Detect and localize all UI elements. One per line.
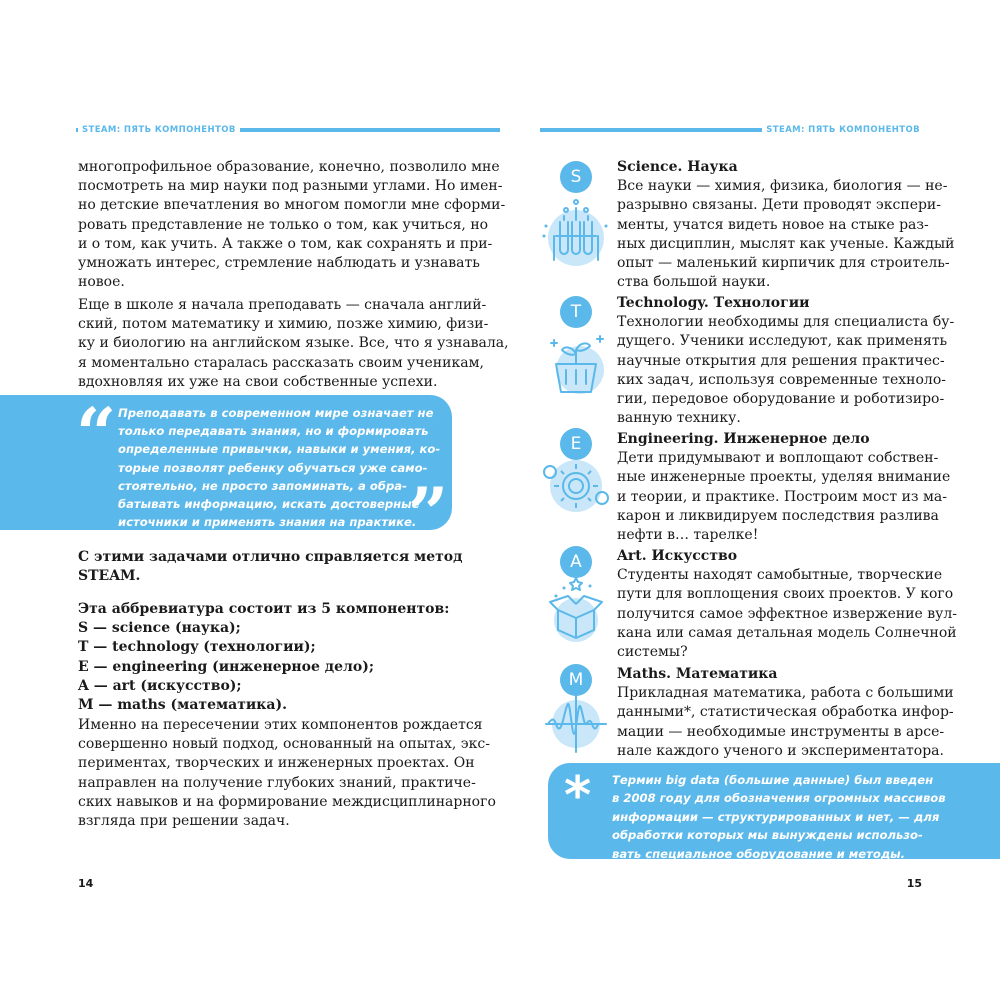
text-line: новое.	[78, 274, 125, 291]
quote-text	[118, 404, 441, 531]
text-line: пути для воплощения своих проектов. У кого	[617, 586, 954, 603]
footnote-text	[612, 771, 946, 863]
paragraph-2	[78, 296, 509, 392]
text-line: карон и ликвидируем последствия разлива	[617, 507, 939, 524]
quote-line: батывать информацию, искать достоверные	[118, 497, 420, 512]
component-science	[617, 158, 955, 292]
list-heading: Эта аббревиатура состоит из 5 компонентов:	[78, 601, 450, 617]
footnote-line: вать специальное оборудование и методы.	[612, 846, 906, 861]
quote-line: только передавать знания, но и формировать	[118, 424, 429, 439]
component-art	[617, 547, 958, 662]
test-tubes-icon	[536, 196, 616, 266]
footnote-line: информации — структурированных и нет, — для	[612, 809, 940, 824]
letter-a-badge: A	[560, 546, 592, 578]
steam-intro	[78, 548, 463, 586]
text-line: ких задач, используя современные техноло-	[617, 371, 946, 388]
text-line: получится самое эффектное извержение вул-	[617, 605, 958, 622]
text-line: ку и биологию на английском языке. Все, что я узнавала,	[78, 335, 509, 352]
component-title: Maths. Математика	[617, 666, 778, 682]
text-line: Студенты находят самобытные, творческие	[617, 567, 943, 584]
text-line: ровать представление не только о том, как учиться, но	[78, 216, 489, 233]
text-line: ных дисциплин, мыслят как ученые. Каждый	[617, 235, 955, 252]
component-title: Technology. Технологии	[617, 295, 810, 311]
component-technology	[617, 294, 955, 428]
footnote-line: обработки которых мы вынуждены использо-	[612, 828, 923, 843]
wave-graph-icon	[536, 690, 616, 760]
text-line: и теории, и практике. Построим мост из ма-	[617, 488, 947, 505]
running-title-right: STEAM: ПЯТЬ КОМПОНЕНТОВ	[762, 124, 924, 136]
text-line: нале каждого ученого и экспериментатора.	[617, 742, 944, 759]
text-line: посмотреть на мир науки под разными углами. Но имен-	[78, 178, 503, 195]
text-line: ских навыков и на формирование междисциплинарного	[78, 793, 496, 810]
quote-line: Преподавать в современном мире означает не	[118, 406, 434, 420]
text-line: периментах, творческих и инженерных проектах. Он	[78, 755, 475, 772]
text-line: STEAM.	[78, 568, 141, 585]
quote-line: определенные привычки, навыки и умения, ко-	[118, 442, 441, 457]
component-maths	[617, 665, 954, 761]
text-line: гии, передовое оборудование и роботизиро-	[617, 391, 945, 408]
quote-line: торые позволят ребенку обучаться уже само-	[118, 460, 428, 475]
text-line: вдохновляя их уже на свои собственные успехи.	[78, 373, 438, 390]
gears-icon	[536, 454, 616, 524]
text-line: нефти в… тарелке!	[617, 527, 759, 544]
running-title-left: STEAM: ПЯТЬ КОМПОНЕНТОВ	[78, 124, 240, 136]
text-line: ский, потом математику и химию, позже химию, физи-	[78, 316, 489, 333]
close-quote-icon: ”	[408, 472, 449, 555]
page-number-left: 14	[78, 877, 94, 890]
text-line: С этими задачами отлично справляется метод	[78, 549, 463, 565]
footnote-line: Термин big data (большие данные) был введен	[612, 773, 934, 787]
text-line: Технологии необходимы для специалиста бу-	[617, 314, 955, 331]
component-title: Art. Искусство	[617, 548, 738, 564]
list-item: M — maths (математика).	[78, 697, 287, 714]
text-line: менты, учатся видеть новое на стыке раз-	[617, 216, 929, 233]
letter-m-badge: M	[560, 664, 592, 696]
text-line: ные инженерные проекты, уделяя внимание	[617, 469, 951, 486]
text-line: Все науки — химия, физика, биология — не-	[617, 178, 948, 195]
text-line: совершенно новый подход, основанный на опытах, экс-	[78, 736, 490, 753]
text-line: ства большой науки.	[617, 274, 771, 291]
text-line: взгляда при решении задач.	[78, 813, 290, 830]
list-item: E — engineering (инженерное дело);	[78, 658, 374, 675]
quote-line: источники и применять знания на практике.	[118, 515, 417, 530]
text-line: направлен на получение глубоких знаний, практиче-	[78, 774, 476, 791]
text-line: разрывно связаны. Дети проводят экспери-	[617, 197, 941, 214]
paragraph-1	[78, 158, 506, 292]
text-line: ванную технику.	[617, 410, 741, 427]
text-line: мации — необходимые инструменты в арсе-	[617, 723, 945, 740]
text-line: многопрофильное образование, конечно, позволило мне	[78, 159, 500, 175]
component-title: Engineering. Инженерное дело	[617, 431, 870, 447]
text-line: я моментально старалась рассказать своим ученикам,	[78, 354, 484, 371]
text-line: Именно на пересечении этих компонентов рождается	[78, 717, 483, 733]
plant-pot-icon	[536, 326, 616, 396]
asterisk-icon: *	[564, 766, 592, 826]
text-line: и о том, как учить. А также о том, как сохранять и при-	[78, 235, 493, 252]
list-item: T — technology (технологии);	[78, 639, 316, 656]
text-line: научные открытия для решения практичес-	[617, 352, 945, 369]
text-line: Прикладная математика, работа с большими	[617, 685, 954, 702]
component-engineering	[617, 430, 951, 545]
list-item: S — science (наука);	[78, 620, 241, 637]
text-line: умножать интерес, стремление наблюдать и узнавать	[78, 255, 480, 272]
text-line: но детские впечатления во многом помогли мне сформи-	[78, 197, 506, 214]
component-title: Science. Наука	[617, 159, 738, 175]
paragraph-3	[78, 716, 496, 831]
text-line: дущего. Ученики исследуют, как применять	[617, 333, 948, 350]
quote-line: стоятельно, не просто запоминать, а обра-	[118, 478, 407, 493]
text-line: кана или самая детальная модель Солнечной	[617, 624, 957, 641]
component-list	[78, 600, 452, 715]
letter-e-badge: E	[560, 428, 592, 460]
footnote-line: в 2008 году для обозначения огромных массивов	[612, 791, 946, 806]
letter-t-badge: T	[560, 296, 592, 328]
text-line: опыт — маленький кирпичик для строитель-	[617, 255, 950, 272]
text-line: системы?	[617, 644, 688, 661]
open-box-stars-icon	[536, 574, 616, 644]
text-line: данными*, статистическая обработка инфор-	[617, 704, 954, 721]
page-number-right: 15	[906, 877, 922, 890]
open-quote-icon: “	[76, 392, 117, 475]
letter-s-badge: S	[560, 161, 592, 193]
text-line: Дети придумывают и воплощают собствен-	[617, 450, 939, 467]
list-item: A — art (искусство);	[78, 677, 242, 694]
text-line: Еще в школе я начала преподавать — сначала англий-	[78, 297, 487, 313]
